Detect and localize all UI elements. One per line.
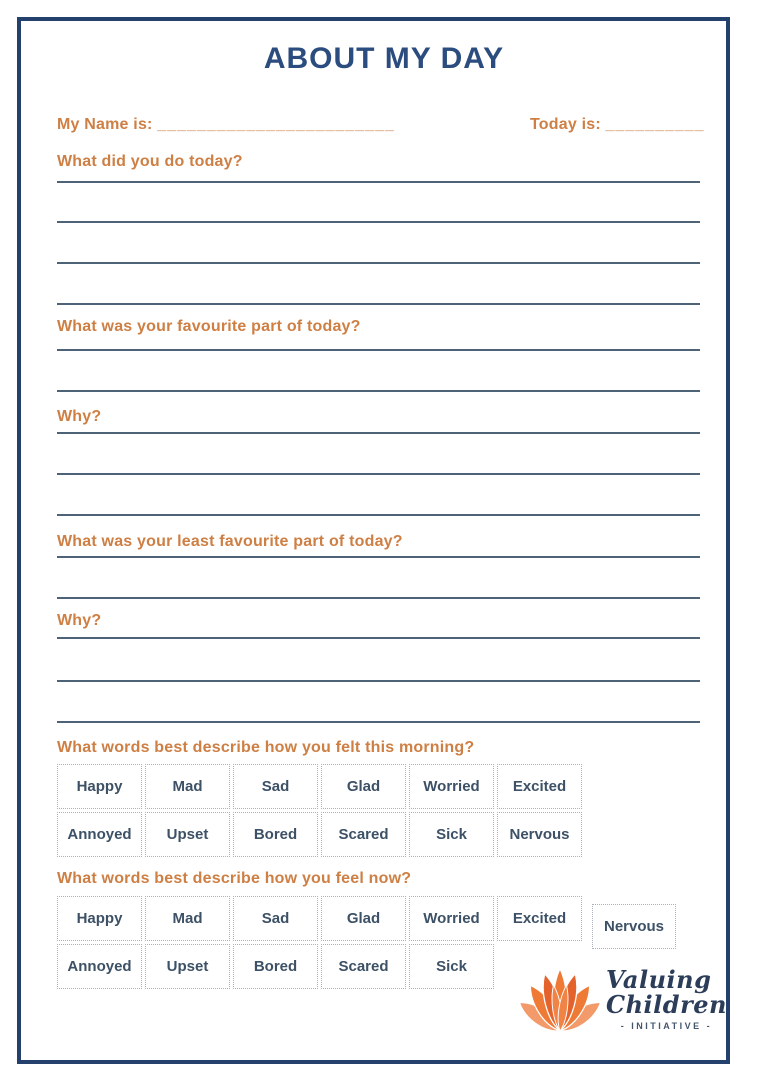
writing-line[interactable] <box>57 390 700 392</box>
word-cell-now-glad[interactable]: Glad <box>321 896 406 941</box>
word-cell-morning-worried[interactable]: Worried <box>409 764 494 809</box>
lotus-flower-icon <box>520 958 600 1040</box>
question-what-did-you-do: What did you do today? <box>57 153 243 170</box>
logo-name-line2: Children <box>606 990 727 1019</box>
word-cell-morning-glad[interactable]: Glad <box>321 764 406 809</box>
word-cell-morning-scared[interactable]: Scared <box>321 812 406 857</box>
word-cell-morning-annoyed[interactable]: Annoyed <box>57 812 142 857</box>
word-cell-morning-mad[interactable]: Mad <box>145 764 230 809</box>
word-cell-now-mad[interactable]: Mad <box>145 896 230 941</box>
word-cell-now-bored[interactable]: Bored <box>233 944 318 989</box>
writing-line[interactable] <box>57 262 700 264</box>
writing-line[interactable] <box>57 181 700 183</box>
word-cell-now-excited[interactable]: Excited <box>497 896 582 941</box>
now-words-row-1 <box>57 896 665 941</box>
word-cell-now-sad[interactable]: Sad <box>233 896 318 941</box>
logo-name-line1: Valuing <box>606 965 712 994</box>
word-cell-now-upset[interactable]: Upset <box>145 944 230 989</box>
logo-tagline: - INITIATIVE - <box>620 1021 713 1031</box>
writing-line[interactable] <box>57 721 700 723</box>
question-felt-this-morning: What words best describe how you felt this morning? <box>57 739 475 756</box>
word-cell-morning-upset[interactable]: Upset <box>145 812 230 857</box>
writing-line[interactable] <box>57 514 700 516</box>
word-cell-morning-sick[interactable]: Sick <box>409 812 494 857</box>
question-feel-now: What words best describe how you feel now? <box>57 870 412 887</box>
writing-line[interactable] <box>57 597 700 599</box>
date-row <box>530 116 705 134</box>
writing-line[interactable] <box>57 221 700 223</box>
writing-line[interactable] <box>57 680 700 682</box>
writing-line[interactable] <box>57 473 700 475</box>
word-cell-morning-bored[interactable]: Bored <box>233 812 318 857</box>
writing-line[interactable] <box>57 349 700 351</box>
name-label: My Name is: <box>57 116 153 133</box>
date-label: Today is: <box>530 116 601 133</box>
now-words-row-2 <box>57 944 582 989</box>
question-favourite-part: What was your favourite part of today? <box>57 318 361 335</box>
writing-line[interactable] <box>57 432 700 434</box>
word-cell-now-sick[interactable]: Sick <box>409 944 494 989</box>
date-blank-field[interactable]: __________ <box>605 116 705 133</box>
now-words-table <box>57 896 665 989</box>
writing-line[interactable] <box>57 303 700 305</box>
word-cell-morning-excited[interactable]: Excited <box>497 764 582 809</box>
logo-text <box>606 967 727 1031</box>
question-least-favourite-part: What was your least favourite part of today? <box>57 533 403 550</box>
morning-words-row-1 <box>57 764 582 809</box>
vci-logo <box>520 958 727 1040</box>
writing-line[interactable] <box>57 556 700 558</box>
question-why-favourite: Why? <box>57 408 102 425</box>
name-row <box>57 116 395 134</box>
word-cell-now-annoyed[interactable]: Annoyed <box>57 944 142 989</box>
word-cell-now-nervous[interactable]: Nervous <box>592 904 676 949</box>
word-cell-now-worried[interactable]: Worried <box>409 896 494 941</box>
writing-line[interactable] <box>57 637 700 639</box>
word-cell-morning-nervous[interactable]: Nervous <box>497 812 582 857</box>
morning-words-table <box>57 764 582 857</box>
name-blank-field[interactable]: ________________________ <box>157 116 395 133</box>
word-cell-morning-happy[interactable]: Happy <box>57 764 142 809</box>
morning-words-row-2 <box>57 812 582 857</box>
word-cell-morning-sad[interactable]: Sad <box>233 764 318 809</box>
word-cell-now-scared[interactable]: Scared <box>321 944 406 989</box>
page-title: ABOUT MY DAY <box>263 42 505 75</box>
question-why-least-favourite: Why? <box>57 612 102 629</box>
word-cell-now-happy[interactable]: Happy <box>57 896 142 941</box>
